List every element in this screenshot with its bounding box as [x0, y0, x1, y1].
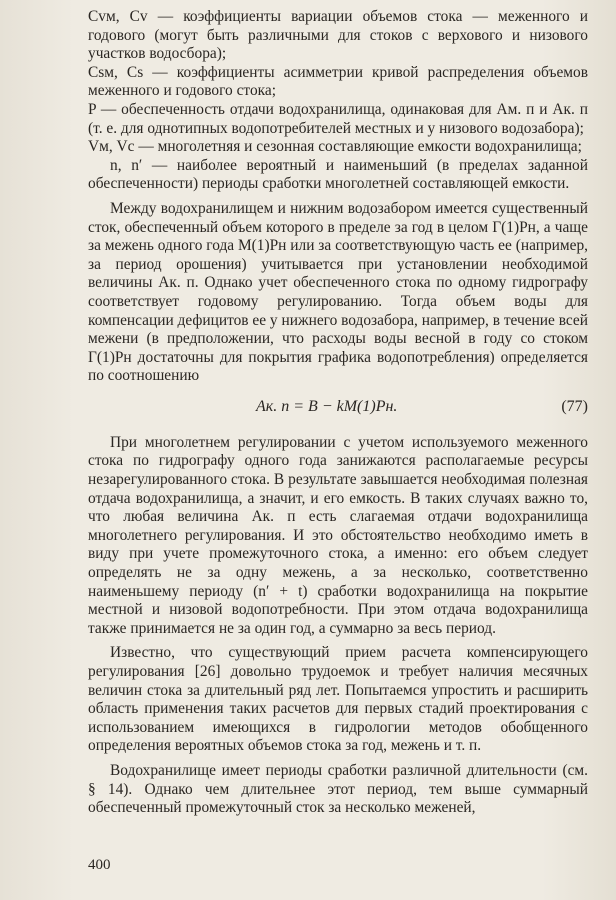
text-block [88, 8, 588, 818]
page-number: 400 [88, 857, 111, 873]
formula-77 [88, 394, 588, 424]
paragraph-3: Известно, что существующий прием расчета компенсирующего регулирования [26] довольно трудоемок и требует наличия месячных величин стока за длительный ряд лет. Попытаемся упростить и расширить область применения таких расчетов для первых стадий проектирования с использованием имеющихся в гидрологии методов обобщенного определения вероятных объемов стока за год, межень и т. п. [88, 644, 588, 755]
definition-text: Csм, Cs — коэффициенты асимметрии кривой распределения объемов меженного и годового стока; [88, 63, 588, 100]
definition-cs [88, 64, 588, 101]
definition-text: Vм, Vс — многолетняя и сезонная составляющие емкости водохранилища; [88, 138, 582, 156]
paragraph-2: При многолетнем регулировании с учетом используемого меженного стока по гидрографу одного года занижаются располагаемые ресурсы незарегулированного стока. В результате завышается необходимая полезная отдача водохранилища, а значит, и его емкость. В таких случаях важно то, что любая величина Aк. п есть слагаемая отдачи водохранилища многолетнего регулирования. И это обстоятельство необходимо иметь в виду при учете промежуточного стока, а именно: его объем следует определять не за одну межень, а за несколько, соответственно наименьшему периоду (n′ + t) сработки водохранилища на покрытие местной и низовой водопотребности. При этом отдача водохранилища также принимается не за один год, а суммарно за весь период. [88, 433, 588, 637]
paragraph-1: Между водохранилищем и нижним водозабором имеется существенный сток, обеспеченный объем которого в пределе за год в целом Г(1)Pн, а чаще за межень одного года M(1)Pн или за соответствующую часть ее (например, за период орошения) учитывается при установлении необходимой величины Aк. п. Однако учет обеспеченного стока по одному гидрографу соответствует годовому регулированию. Тогда объем воды для компенсации дефицитов ее у нижнего водозабора, например, в течение всей межени (в предположении, что расходы воды весной в году со стоком Г(1)Pн достаточны для покрытия графика водопотребления) определяется по соотношению [88, 199, 588, 385]
definition-cv [88, 8, 588, 64]
formula-expression: Aк. п = B − kM(1)Pн. [256, 397, 398, 415]
definition-v [88, 138, 588, 157]
definition-text: P — обеспеченность отдачи водохранилища, одинаковая для Aм. п и Aк. п (т. е. для однотипных водопотребителей местных и у низового водозабора); [88, 100, 588, 137]
definition-p [88, 101, 588, 138]
definition-n [88, 157, 588, 194]
definition-text: Cvм, Cv — коэффициенты вариации объемов стока — меженного и годового (могут быть различными для стоков с верхового и низового участков водосбора); [88, 8, 588, 63]
paragraph-4: Водохранилище имеет периоды сработки различной длительности (см. § 14). Однако чем длительнее этот период, тем выше суммарный обеспеченный промежуточный сток за несколько меженей, [88, 761, 588, 817]
formula-number: (77) [561, 397, 588, 415]
definition-text: n, n′ — наиболее вероятный и наименьший (в пределах заданной обеспеченности) периоды сработки многолетней составляющей емкости. [88, 156, 588, 193]
